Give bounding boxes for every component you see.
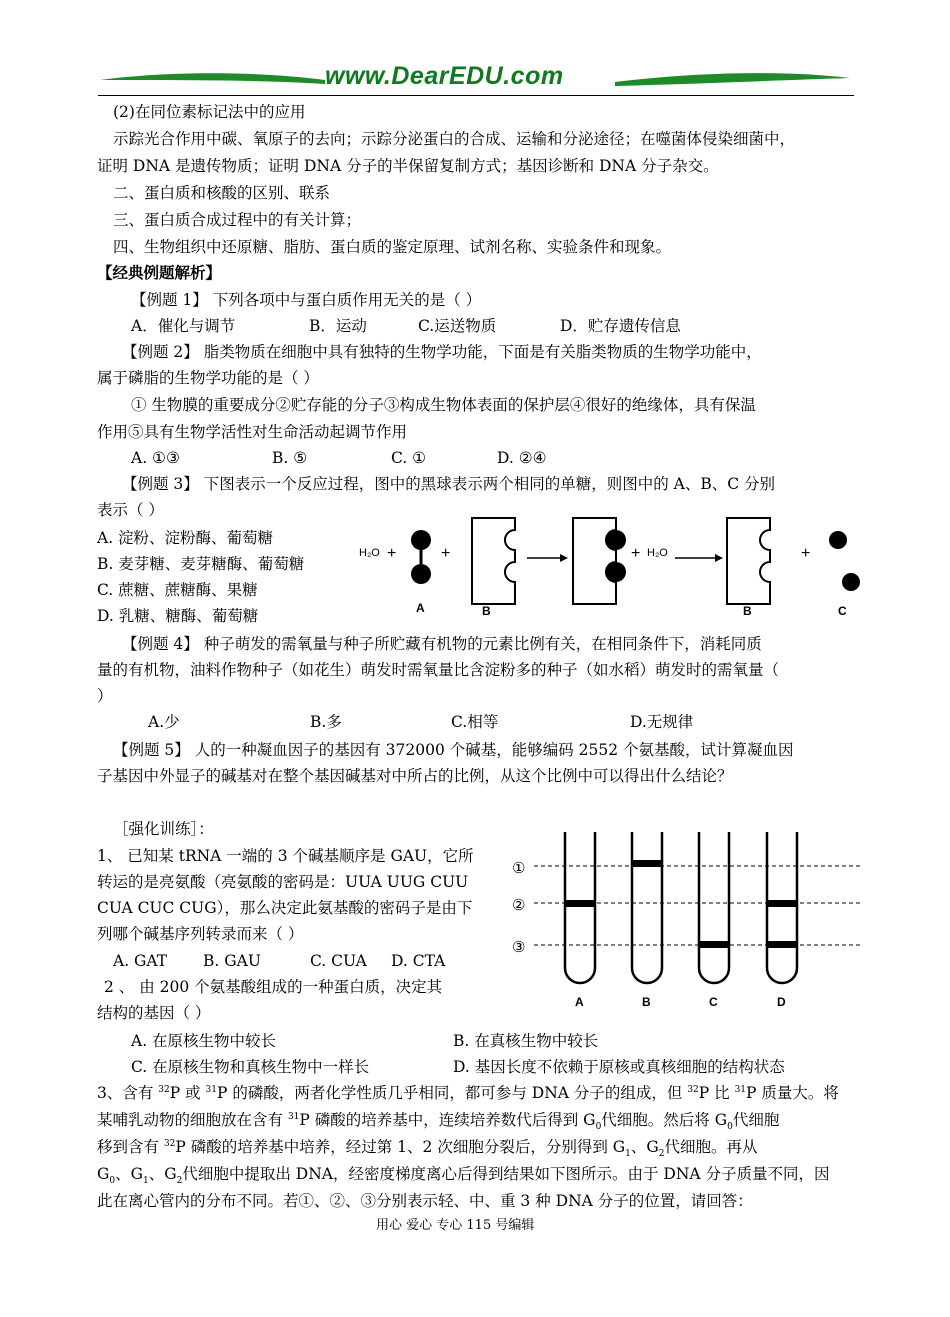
tube-d [767,832,797,983]
plus-sign-4: + [801,545,811,562]
centrifuge-diagram [510,828,865,1010]
q4-option-b: B.多 [310,713,342,731]
tube-d-band-mid [767,900,797,907]
q3-stem-1: 【例题 3】 下图表示一个反应过程，图中的黑球表示两个相同的单糖，则图中的 A、B、C 分别 [122,475,776,493]
plus-sign-2: + [441,545,451,562]
q3-option-b: B. 麦芽糖、麦芽糖酶、葡萄糖 [97,555,305,573]
tube-d-band-heavy [767,941,797,948]
q3-option-c: C. 蔗糖、蔗糖酶、果糖 [97,581,258,599]
label-b-2: B [743,604,752,618]
t1-stem-4: 列哪个碱基序列转录而来（ ） [97,925,304,943]
q2-option-c: C. ① [391,449,427,467]
label-c: C [838,604,847,618]
tube-label-a: A [575,995,584,1009]
training-title: ［强化训练］： [113,820,214,838]
q5-stem-1: 【例题 5】 人的一种凝血因子的基因有 372000 个碱基，能够编码 2552 个氨基酸，试计算凝血因 [113,741,794,759]
t1-option-b: B. GAU [203,952,261,970]
q4-stem-1: 【例题 4】 种子萌发的需氧量与种子所贮藏有机物的元素比例有关，在相同条件下，消耗同质 [122,635,762,653]
line-1: (2)在同位素标记法中的应用 [113,103,306,121]
q1-option-a: A．催化与调节 [131,317,236,335]
t3-line-3: 移到含有 $^{32}$P 磷酸的培养基中培养，经过第 1、2 次细胞分裂后，分别得到 $G_1$、$G_2$代细胞。再从 [97,1138,758,1160]
product-ball-1 [829,531,847,549]
t2-option-c: C. 在原核生物和真核生物中一样长 [131,1058,370,1076]
label-a: A [416,601,425,615]
enzyme-b-left [472,518,515,604]
tube-b [632,832,662,983]
plus-sign-1: + [387,545,397,562]
t3-line-5: 此在离心管内的分布不同。若①、②、③分别表示轻、中、重 3 种 DNA 分子的位置，请回答： [97,1192,753,1210]
plus-sign-3: + [631,545,641,562]
line-3: 证明 DNA 是遗传物质；证明 DNA 分子的半保留复制方式；基因诊断和 DNA 分子杂交。 [97,157,719,175]
t2-option-a: A. 在原核生物中较长 [131,1032,277,1050]
bound-ball-top [606,530,626,550]
q2-stem-2: 属于磷脂的生物学功能的是（ ） [97,369,319,387]
q2-stem-4: 作用⑤具有生物学活性对生命活动起调节作用 [97,423,408,441]
q1-stem: 【例题 1】 下列各项中与蛋白质作用无关的是（ ） [131,291,482,309]
q4-option-c: C.相等 [451,713,499,731]
h2o-label-1: H₂O [359,547,380,559]
t1-stem-3: CUA CUC CUG），那么决定此氨基酸的密码子是由下 [97,899,473,917]
t1-option-a: A. GAT [113,952,168,970]
q1-option-d: D．贮存遗传信息 [560,317,681,335]
footer-text: 用心 爱心 专心 115 号编辑 [376,1218,535,1233]
q1-option-b: B．运动 [309,317,367,335]
q2-stem-1: 【例题 2】 脂类物质在细胞中具有独特的生物学功能，下面是有关脂类物质的生物学功能中， [122,343,762,361]
q5-stem-2: 子基因中外显子的碱基对在整个基因碱基对中所占的比例，从这个比例中可以得出什么结论？ [97,767,733,785]
t1-stem-2: 转运的是亮氨酸（亮氨酸的密码是：UUA UUG CUU [97,873,469,891]
tube-label-d: D [777,995,786,1009]
label-b-1: B [482,604,491,618]
section-title: 【经典例题解析】 [97,263,222,282]
bound-ball-bottom [606,562,626,582]
q3-option-a: A. 淀粉、淀粉酶、葡萄糖 [97,529,274,547]
t1-stem-1: 1、 已知某 tRNA 一端的 3 个碱基顺序是 GAU，它所 [97,847,474,865]
q4-stem-2: 量的有机物，油料作物种子（如花生）萌发时需氧量比含淀粉多的种子（如水稻）萌发时的需氧量（ [97,661,780,679]
tube-a-band [565,900,595,907]
t2-stem-1: 2 、 由 200 个氨基酸组成的一种蛋白质，决定其 [104,978,443,996]
q4-stem-3: ） [97,687,113,705]
disaccharide-bottom-ball [411,564,431,584]
q1-option-c: C.运送物质 [418,317,497,335]
marker-3: ③ [512,939,526,956]
t3-line-4: $G_0$、$G_1$、$G_2$代细胞中提取出 DNA，经密度梯度离心后得到结果如下图所示。由于 DNA 分子质量不同，因 [97,1165,830,1187]
tube-a [565,832,595,983]
q2-option-a: A. ①③ [131,449,180,467]
t2-stem-2: 结构的基因（ ） [97,1004,211,1022]
q3-stem-2: 表示（ ） [97,501,164,519]
header-divider [98,95,854,96]
site-logo-text[interactable]: www.DearEDU.com [325,62,564,90]
q3-option-d: D. 乳糖、糖酶、葡萄糖 [97,607,259,625]
tube-b-band [632,860,662,867]
line-6: 四、生物组织中还原糖、脂肪、蛋白质的鉴定原理、试剂名称、实验条件和现象。 [113,238,672,256]
product-ball-2 [842,573,860,591]
tube-label-c: C [709,995,718,1009]
t1-option-d: D. CTA [391,952,446,970]
q4-option-a: A.少 [148,713,180,731]
t2-option-b: B. 在真核生物中较长 [453,1032,599,1050]
q2-stem-3: ① 生物膜的重要成分②贮存能的分子③构成生物体表面的保护层④很好的绝缘体，具有保温 [131,396,756,414]
t1-option-c: C. CUA [310,952,367,970]
t3-line-2: 某哺乳动物的细胞放在含有 $^{31}$P 磷酸的培养基中，连续培养数代后得到 $G_0$代细胞。然后将 $G_0$代细胞 [97,1111,780,1133]
tube-label-b: B [642,995,651,1009]
reaction-diagram [355,512,870,622]
enzyme-substrate-complex [573,518,616,604]
t2-option-d: D. 基因长度不依赖于原核或真核细胞的结构状态 [453,1058,785,1076]
enzyme-b-right [727,518,770,604]
marker-1: ① [512,860,526,877]
marker-2: ② [512,897,526,914]
tube-c-band [699,941,729,948]
line-4: 二、蛋白质和核酸的区别、联系 [113,184,331,202]
line-5: 三、蛋白质合成过程中的有关计算； [113,211,362,229]
q2-option-d: D. ②④ [497,449,547,467]
t3-line-1: 3、含有 $^{32}$P 或 $^{31}$P 的磷酸，两者化学性质几乎相同，都可参与 DNA 分子的组成，但 $^{32}$P 比 $^{31}$P 质量大。将 [97,1084,839,1102]
q2-option-b: B. ⑤ [272,449,308,467]
tube-c [699,832,729,983]
q4-option-d: D.无规律 [630,713,694,731]
h2o-label-2: H₂O [647,547,668,559]
line-2: 示踪光合作用中碳、氧原子的去向；示踪分泌蛋白的合成、运输和分泌途径；在噬菌体侵染细菌中， [113,130,796,148]
